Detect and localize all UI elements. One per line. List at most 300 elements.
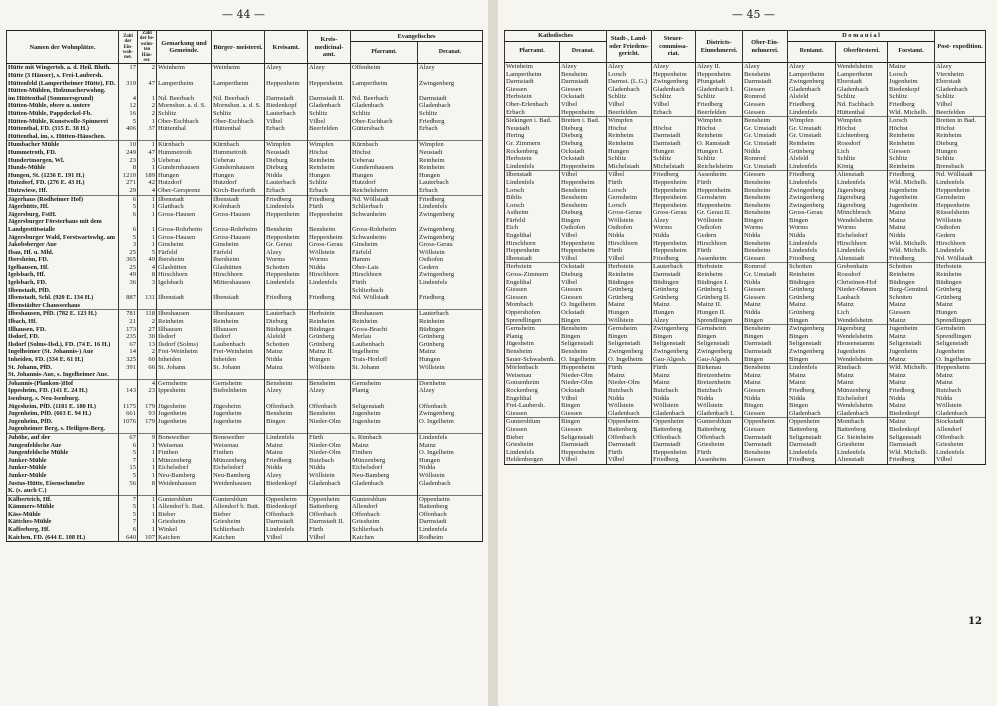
right-cell-of: Hüttenthal <box>836 109 888 117</box>
left-cell-bgm: Färfeld <box>212 249 265 257</box>
left-cell-ma: Schlitz <box>308 179 351 187</box>
right-cell-po: Sprendlingen <box>935 333 986 341</box>
left-cell-gem <box>157 302 212 310</box>
left-cell-pf: Höchst <box>351 149 418 157</box>
right-cell-ra: Bingen <box>788 217 836 225</box>
right-cell-po: Sprendlingen <box>935 317 986 325</box>
right-cell-pf: Gernsheim <box>505 325 560 333</box>
right-cell-st: Reinheim <box>607 132 652 140</box>
left-table-row <box>7 480 483 488</box>
left-cell-ka: Biedenkopf <box>265 480 308 488</box>
left-table-row <box>7 279 483 287</box>
right-cell-pf: Weisenau <box>505 372 560 380</box>
header-rentamt: Rentamt. <box>788 42 836 63</box>
header-steuer: Steuer- commissa- riat. <box>652 31 696 63</box>
left-cell-pf: Griesheim <box>351 518 418 526</box>
right-cell-pf: Biblis <box>505 194 560 202</box>
right-cell-fa: Friedberg <box>888 456 935 464</box>
left-cell-ma: Darmstadt II. <box>308 95 351 103</box>
left-cell-gem: Reinheim <box>157 318 212 326</box>
right-cell-ra: Grünberg <box>788 309 836 317</box>
left-cell-ka: Offenbach <box>265 511 308 519</box>
left-cell-gem: Ginsheim <box>157 241 212 249</box>
right-cell-ra: Lindenfels <box>788 240 836 248</box>
left-cell-name: Jägersburger Försterhaus mit dem <box>7 218 119 226</box>
right-cell-st: Lorsch <box>607 202 652 210</box>
left-cell-bgm <box>212 395 265 403</box>
right-cell-st: Vilbel <box>607 456 652 464</box>
left-cell-name: Ilbenstadt, PfD. <box>7 287 119 295</box>
left-cell-h: 66 <box>138 364 157 372</box>
left-cell-h <box>138 487 157 495</box>
right-cell-fa: Schlitz <box>888 93 935 101</box>
right-cell-of: Lindenfels <box>836 449 888 457</box>
left-cell-ma <box>308 87 351 95</box>
left-cell-name: Hütten-Mühle, obere u. untere <box>7 102 119 110</box>
right-cell-fa: Mainz <box>888 224 935 232</box>
left-cell-h: 2 <box>138 318 157 326</box>
left-cell-name: Johannis-(Plankon-)Hof <box>7 379 119 387</box>
right-cell-oe: Giessen <box>743 456 788 464</box>
left-table-row <box>7 125 483 133</box>
left-cell-h: 1 <box>138 95 157 103</box>
left-cell-h <box>138 87 157 95</box>
left-cell-bgm: Ilbenstadt <box>212 294 265 302</box>
right-cell-oe: Giessen <box>743 109 788 117</box>
left-table-row <box>7 526 483 534</box>
left-cell-name: Landgestütsstalle <box>7 226 119 234</box>
header-kreisamt: Kreisamt. <box>265 31 308 64</box>
left-cell-ka: Mainz <box>265 364 308 372</box>
right-cell-di: O. Ramstadt <box>696 140 743 148</box>
left-table-row <box>7 187 483 195</box>
left-cell-gem: Hirschhorn <box>157 271 212 279</box>
left-cell-ma: Hirschhorn <box>308 271 351 279</box>
left-cell-ka: Bensheim <box>265 410 308 418</box>
right-cell-po: Brensbach <box>935 163 986 171</box>
right-cell-di: Reinheim <box>696 271 743 279</box>
left-table-row <box>7 249 483 257</box>
right-cell-oe: Bensheim <box>743 194 788 202</box>
right-cell-st: Hungen <box>607 309 652 317</box>
left-cell-name: Igelsbach, FD. <box>7 279 119 287</box>
right-cell-dk: Ockstadt <box>560 309 607 317</box>
right-table-row <box>505 86 986 94</box>
right-cell-pf: Lindenfels <box>505 449 560 457</box>
right-cell-of: Eichelsdorf <box>836 232 888 240</box>
right-cell-st: Beerfelden <box>607 109 652 117</box>
left-cell-pf <box>351 218 418 226</box>
right-cell-fa: Biedenkopf <box>888 426 935 434</box>
right-cell-dk: Bingen <box>560 217 607 225</box>
left-cell-pf: Schlierbach <box>351 526 418 534</box>
right-cell-po: Gladenbach <box>935 86 986 94</box>
left-cell-ka: Vilbel <box>265 118 308 126</box>
right-cell-sc: Grünberg <box>652 294 696 302</box>
left-cell-bgm <box>212 133 265 141</box>
left-cell-ma <box>308 218 351 226</box>
left-table-row <box>7 226 483 234</box>
right-cell-dk: Bensheim <box>560 325 607 333</box>
right-cell-po: Heppenheim <box>935 187 986 195</box>
right-cell-of: Christinen-Hof <box>836 279 888 287</box>
right-register-table <box>504 30 986 465</box>
right-cell-oe: Bensheim <box>743 449 788 457</box>
left-cell-bgm: Bonsweiher <box>212 433 265 441</box>
right-table-row <box>505 364 986 372</box>
left-cell-h: 27 <box>138 326 157 334</box>
right-cell-of: Schlitz <box>836 93 888 101</box>
right-table-row <box>505 418 986 426</box>
left-cell-pf: Fürth <box>351 279 418 287</box>
right-cell-po: Allendorf <box>935 426 986 434</box>
right-cell-po: Vilbel <box>935 456 986 464</box>
right-cell-st: Wöllstein <box>607 317 652 325</box>
right-cell-po: Grünberg <box>935 294 986 302</box>
left-table-row <box>7 80 483 88</box>
left-cell-h: 189 <box>138 172 157 180</box>
right-cell-of: Wendelsheim <box>836 333 888 341</box>
right-cell-po: Wöllstein <box>935 402 986 410</box>
left-cell-h <box>138 287 157 295</box>
right-cell-po: Nd. Wöllstadt <box>935 255 986 263</box>
right-cell-dk: Vilbel <box>560 395 607 403</box>
left-cell-ew: 319 <box>119 80 138 88</box>
right-cell-pf: Heppenheim <box>505 247 560 255</box>
left-cell-bgm <box>212 287 265 295</box>
left-cell-gem: Guntersblum <box>157 495 212 503</box>
left-cell-bgm: Weidenhausen <box>212 480 265 488</box>
book-gutter <box>488 0 498 706</box>
left-cell-ma: Friedberg <box>308 195 351 203</box>
right-cell-oe: Romrod <box>743 155 788 163</box>
left-cell-bgm: Kirch-Beerfurth <box>212 187 265 195</box>
right-cell-di: Assenheim <box>696 456 743 464</box>
left-cell-bgm: Gundernhausen <box>212 164 265 172</box>
left-cell-pf: Finthen <box>351 449 418 457</box>
right-cell-po: Osthofen <box>935 224 986 232</box>
left-cell-h: 1 <box>138 526 157 534</box>
right-table-row <box>505 333 986 341</box>
left-cell-name: Ilbeshausen, PfD. (782 E. 123 H.) <box>7 310 119 318</box>
left-cell-pf: Nd. Wöllstadt <box>351 294 418 302</box>
right-cell-oe: Bensheim <box>743 240 788 248</box>
left-cell-ew <box>119 395 138 403</box>
left-cell-gem: Gross-Hausen <box>157 234 212 242</box>
left-cell-ka: Alzey <box>265 249 308 257</box>
right-cell-sc: Friedberg <box>652 255 696 263</box>
right-cell-pf: Heldenbergen <box>505 456 560 464</box>
left-cell-gem: Weinheim <box>157 64 212 72</box>
left-cell-name: Jägerhaus (Rodheimer Hof) <box>7 195 119 203</box>
right-cell-di: Beerfelden <box>696 109 743 117</box>
right-cell-ra: Lindenfels <box>788 179 836 187</box>
right-cell-ra: Alsfeld <box>788 155 836 163</box>
left-cell-ew: 6 <box>119 442 138 450</box>
right-table-row <box>505 294 986 302</box>
right-cell-fa: Mainz <box>888 379 935 387</box>
left-cell-gem: Gross-Hausen <box>157 211 212 219</box>
right-cell-oe: Giessen <box>743 387 788 395</box>
left-cell-dk: Zwingenberg <box>418 234 483 242</box>
right-cell-ra: Zwingenberg <box>788 202 836 210</box>
right-table-row <box>505 101 986 109</box>
right-cell-po: Beerfelden <box>935 109 986 117</box>
right-cell-fa: Mainz <box>888 63 935 71</box>
right-cell-st: Hungen <box>607 148 652 156</box>
left-cell-h: 1 <box>138 511 157 519</box>
left-cell-ka: Offenbach <box>265 403 308 411</box>
right-table-row <box>505 171 986 179</box>
right-cell-fa: Wld. Michelb. <box>888 449 935 457</box>
right-cell-dk: Ockstadt <box>560 387 607 395</box>
right-cell-of: Battenberg <box>836 426 888 434</box>
left-table-row <box>7 364 483 372</box>
left-cell-ma: Herbstein <box>308 310 351 318</box>
left-cell-pf: Schlierbach <box>351 203 418 211</box>
right-cell-ra: Friedberg <box>788 255 836 263</box>
right-cell-pf: Giessen <box>505 286 560 294</box>
left-cell-name: Hundertmorgen, Wl. <box>7 157 119 165</box>
right-cell-fa: Lorsch <box>888 71 935 79</box>
left-cell-ka: Dieburg <box>265 164 308 172</box>
left-cell-bgm: Schlierbach <box>212 526 265 534</box>
right-cell-pf: Ilbenstadt <box>505 255 560 263</box>
right-table-row <box>505 140 986 148</box>
right-cell-po: Gladenbach <box>935 410 986 418</box>
left-cell-gem <box>157 72 212 80</box>
right-cell-oe: Bensheim <box>743 179 788 187</box>
right-cell-ra: Gross-Gerau <box>788 209 836 217</box>
right-cell-dk: Dieburg <box>560 132 607 140</box>
left-cell-ka: Mainz <box>265 442 308 450</box>
left-cell-bgm <box>212 425 265 433</box>
left-cell-ma: Beerfelden <box>308 125 351 133</box>
right-cell-dk: Ockstadt <box>560 148 607 156</box>
right-cell-st: Butzbach <box>607 387 652 395</box>
right-cell-ra: Büdingen <box>788 279 836 287</box>
left-cell-name: im Hüttenthal (Sommersgrund) <box>7 95 119 103</box>
left-cell-dk: Gladenbach <box>418 480 483 488</box>
right-table-row <box>505 410 986 418</box>
left-cell-dk: Mainz <box>418 348 483 356</box>
right-cell-ra: Alzey <box>788 63 836 71</box>
right-cell-of: Lich <box>836 148 888 156</box>
left-table-row <box>7 234 483 242</box>
left-cell-dk: Reinheim <box>418 164 483 172</box>
left-cell-name: Hutzdorf, FD. (276 E. 43 H.) <box>7 179 119 187</box>
right-cell-of: Laubach <box>836 294 888 302</box>
left-cell-ew <box>119 371 138 379</box>
left-cell-dk: O. Ingelheim <box>418 449 483 457</box>
left-cell-ew: 12 <box>119 102 138 110</box>
right-cell-oe: Darmstadt <box>743 434 788 442</box>
left-cell-dk: Wöllstein <box>418 249 483 257</box>
right-cell-oe: Gr. Umstadt <box>743 163 788 171</box>
left-cell-ka <box>265 133 308 141</box>
left-cell-ew: 3 <box>119 241 138 249</box>
left-cell-h: 4 <box>138 187 157 195</box>
right-cell-pf: Siekingen i. Bad. <box>505 117 560 125</box>
left-cell-gem: Neu-Bamberg <box>157 472 212 480</box>
right-cell-oe: Darmstadt <box>743 348 788 356</box>
right-cell-of: Nd. Eschbach <box>836 101 888 109</box>
left-cell-pf: Ginsheim <box>351 241 418 249</box>
left-cell-ka <box>265 395 308 403</box>
right-cell-ra: Friedberg <box>788 387 836 395</box>
left-cell-dk: Grünberg <box>418 341 483 349</box>
right-cell-oe: Nidda <box>743 279 788 287</box>
right-cell-st: Fürth <box>607 179 652 187</box>
right-table-row <box>505 372 986 380</box>
left-table-row <box>7 518 483 526</box>
left-table-row <box>7 164 483 172</box>
left-table-row <box>7 387 483 395</box>
right-cell-st: Wöllstein <box>607 217 652 225</box>
left-cell-ew: 391 <box>119 364 138 372</box>
left-cell-h: 4 <box>138 379 157 387</box>
left-table-row <box>7 287 483 295</box>
right-cell-po: Rüsselsheim <box>935 209 986 217</box>
left-cell-ma: Gross-Gerau <box>308 241 351 249</box>
right-cell-of: Mönchbruch <box>836 209 888 217</box>
right-cell-of: Rossdorf <box>836 271 888 279</box>
right-cell-fa: Schotten <box>888 263 935 271</box>
right-cell-pf: Lampertheim <box>505 71 560 79</box>
left-cell-h: 1 <box>138 457 157 465</box>
left-cell-name: Ingelheimer (St. Johannis-) Aue <box>7 348 119 356</box>
left-cell-ma: Wöllstein <box>308 472 351 480</box>
left-cell-ka: Alsfeld <box>265 333 308 341</box>
right-cell-of: Lampertheim <box>836 71 888 79</box>
right-cell-di: Höchst <box>696 125 743 133</box>
left-cell-pf <box>351 395 418 403</box>
left-register-table <box>6 30 483 542</box>
left-cell-ka: Gr. Gerau <box>265 241 308 249</box>
right-cell-dk: O. Ingelheim <box>560 356 607 364</box>
right-cell-sc: Nidda <box>652 232 696 240</box>
left-table-row <box>7 326 483 334</box>
right-cell-ra: Lindenfels <box>788 109 836 117</box>
left-cell-h: 1 <box>138 195 157 203</box>
right-cell-po: Gedern <box>935 232 986 240</box>
left-page-number: — 44 — <box>222 8 265 21</box>
left-cell-h: 1 <box>138 241 157 249</box>
right-cell-di: Wimpfen <box>696 117 743 125</box>
right-cell-of: Mainz <box>836 379 888 387</box>
left-cell-ma: Darmstadt II. <box>308 518 351 526</box>
right-cell-st: Vilbel <box>607 171 652 179</box>
right-cell-pf: Darmstadt <box>505 78 560 86</box>
right-cell-pf: Gonsenheim <box>505 379 560 387</box>
left-cell-h: 37 <box>138 125 157 133</box>
right-cell-po: Wöllstein <box>935 217 986 225</box>
right-table-row <box>505 63 986 71</box>
left-cell-ew <box>119 72 138 80</box>
left-cell-ka: Friedberg <box>265 195 308 203</box>
left-cell-pf: Offenbach <box>351 511 418 519</box>
right-cell-sc: Lauterbach <box>652 263 696 271</box>
right-cell-dk: Heppenheim <box>560 247 607 255</box>
left-cell-name: Inheiden, FD. (334 E. 61 H.) <box>7 356 119 364</box>
left-cell-gem: Ober-Gersprenz <box>157 187 212 195</box>
right-cell-fa: Jugenheim <box>888 78 935 86</box>
right-cell-dk: Giessen <box>560 86 607 94</box>
left-cell-dk: Lindenfels <box>418 526 483 534</box>
left-cell-dk: Friedberg <box>418 294 483 302</box>
left-cell-bgm: Ilbenstadt <box>212 195 265 203</box>
right-cell-st: O. Ingelheim <box>607 356 652 364</box>
right-cell-po: Heppenheim <box>935 202 986 210</box>
right-cell-sc: Alzey <box>652 317 696 325</box>
left-cell-gem: Glattbach <box>157 203 212 211</box>
right-cell-ra: Lindenfels <box>788 247 836 255</box>
right-cell-pf: Gross-Zimmern <box>505 271 560 279</box>
right-cell-po: Nd. Wöllstadt <box>935 171 986 179</box>
left-cell-ew <box>119 87 138 95</box>
left-cell-pf <box>351 425 418 433</box>
left-cell-pf: Kürnbach <box>351 141 418 149</box>
right-table-row <box>505 163 986 171</box>
right-cell-oe: Bensheim <box>743 325 788 333</box>
left-cell-gem: Finthen <box>157 449 212 457</box>
left-cell-name: K. (s. auch C.) <box>7 487 119 495</box>
right-cell-di: Fürth <box>696 449 743 457</box>
left-cell-dk: Oppenheim <box>418 495 483 503</box>
right-cell-di: Wöllstein <box>696 402 743 410</box>
left-cell-ew: 887 <box>119 294 138 302</box>
left-cell-bgm: Allendorf b. Batt. <box>212 503 265 511</box>
left-cell-h: 179 <box>138 418 157 426</box>
left-cell-ka: Bensheim <box>265 379 308 387</box>
right-cell-dk: Dieburg <box>560 271 607 279</box>
right-cell-dk: Bingen <box>560 333 607 341</box>
left-cell-ma <box>308 287 351 295</box>
left-cell-name: Ippesheim, FD. (141 E. 24 H.) <box>7 387 119 395</box>
left-cell-bgm: Weisenau <box>212 442 265 450</box>
left-cell-gem <box>157 218 212 226</box>
left-cell-pf: Güttersbach <box>351 125 418 133</box>
right-cell-di: Birkenau <box>696 364 743 372</box>
left-table-row <box>7 457 483 465</box>
right-cell-fa: Jugenheim <box>888 202 935 210</box>
right-cell-dk: Heppenheim <box>560 163 607 171</box>
left-cell-dk: Hungen <box>418 457 483 465</box>
left-cell-ma: Worms <box>308 256 351 264</box>
header-post: Post- expedition. <box>935 31 986 63</box>
header-oberfoersterei: Oberförsterei. <box>836 42 888 63</box>
left-cell-pf <box>351 371 418 379</box>
left-cell-bgm: Ueberau <box>212 157 265 165</box>
left-cell-ew: 1210 <box>119 172 138 180</box>
left-cell-gem: Ilbenstadt <box>157 195 212 203</box>
right-cell-po: Schlitz <box>935 93 986 101</box>
right-cell-sc: Offenbach <box>652 434 696 442</box>
left-cell-pf: Hirschhorn <box>351 271 418 279</box>
left-table-row <box>7 141 483 149</box>
left-cell-h: 2 <box>138 348 157 356</box>
left-table-row <box>7 72 483 80</box>
left-cell-ew: 29 <box>119 187 138 195</box>
left-cell-h: 1 <box>138 226 157 234</box>
right-cell-di: Nidda <box>696 395 743 403</box>
right-cell-pf: Griesheim <box>505 441 560 449</box>
left-cell-h: 1 <box>138 118 157 126</box>
right-cell-sc: Darmstadt <box>652 441 696 449</box>
right-cell-st: Battenberg <box>607 426 652 434</box>
right-cell-pf: Rockenberg <box>505 387 560 395</box>
left-cell-name: Jakobsberger Aue <box>7 241 119 249</box>
